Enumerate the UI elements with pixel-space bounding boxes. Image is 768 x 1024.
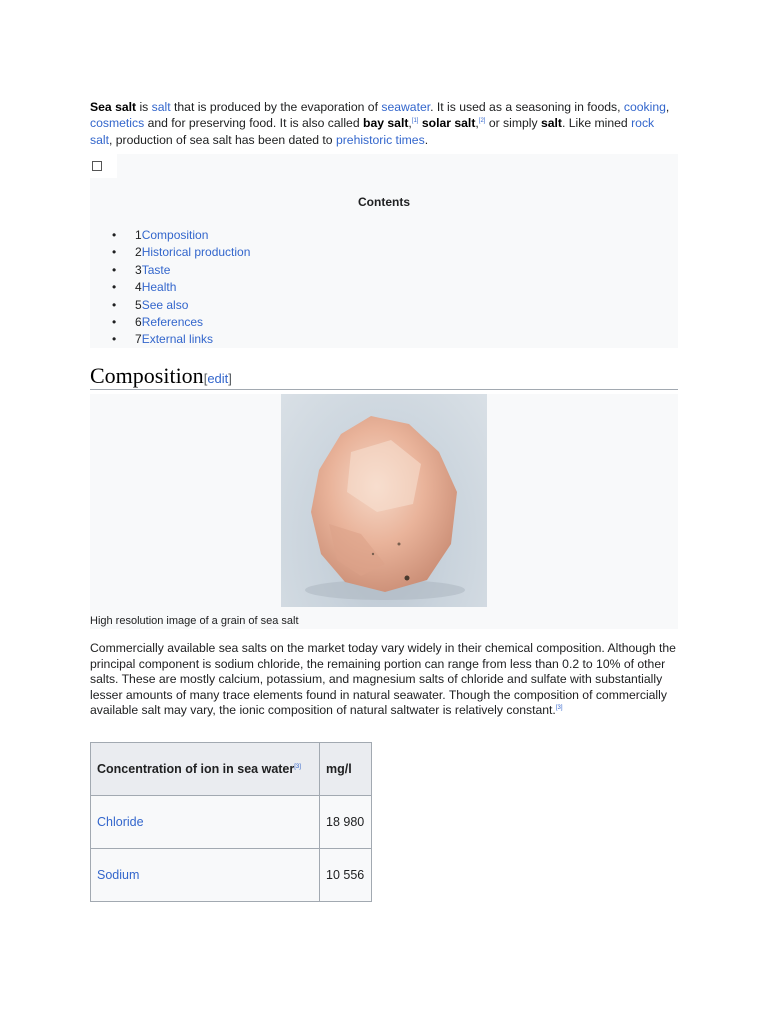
reference-3[interactable]: [3] [294, 763, 301, 770]
sea-salt-grain-image[interactable] [281, 394, 487, 607]
text: is [136, 100, 152, 114]
link-rock-salt[interactable]: rock salt [90, 116, 655, 147]
figure-caption: High resolution image of a grain of sea salt [90, 615, 299, 627]
bracket: [ [203, 371, 208, 386]
reference-2[interactable]: [2] [478, 118, 486, 125]
toc-item[interactable] [112, 331, 250, 348]
link-sodium[interactable]: Sodium [97, 868, 140, 882]
table-cell-ion [91, 796, 320, 849]
toc-number: 4 [135, 280, 142, 295]
header-ion-label: Concentration of ion in sea water [97, 762, 295, 776]
reference-1[interactable]: [1] [411, 118, 419, 125]
link-seawater[interactable]: seawater [381, 100, 431, 114]
composition-paragraph [90, 641, 680, 719]
toc-item[interactable] [112, 314, 250, 331]
link-prehistoric-times[interactable]: prehistoric times [335, 132, 425, 147]
intro-paragraph [90, 99, 678, 148]
link-cosmetics[interactable]: cosmetics [90, 116, 145, 131]
text: , [408, 116, 412, 131]
header-ion [91, 743, 320, 796]
toc-number: 2 [135, 245, 142, 260]
reference-3[interactable]: [3] [555, 705, 563, 712]
toc-link-health[interactable]: Health [141, 280, 177, 295]
toc-number: 1 [135, 228, 142, 242]
toc-number: 7 [135, 332, 142, 347]
term-bay-salt: bay salt [363, 116, 409, 131]
term-sea-salt: Sea salt [90, 100, 137, 114]
toc-link-composition[interactable]: Composition [141, 228, 209, 242]
toc-link-external-links[interactable]: External links [141, 332, 214, 347]
table-header-row [91, 743, 372, 796]
text: , [665, 100, 670, 114]
section-heading-composition [90, 363, 678, 390]
toc-number: 6 [135, 314, 142, 329]
table-cell-value: 18 980 [320, 796, 372, 849]
header-unit: mg/l [320, 743, 372, 796]
table-cell-ion [91, 849, 320, 902]
salt-crystal-illustration [281, 394, 487, 607]
edit-link[interactable]: edit [207, 371, 229, 386]
paragraph-text: Commercially available sea salts on the market today vary widely in their chemical composition. Although the principal component is sodium chloride, the remaining portion can range from less than 0.2 to 10% of other salts. These are mostly calcium, potassium, and magnesium salts of chloride and sulfate with substantially lesser amounts of many trace elements found in natural seawater. Though the composition of commercially available salt may vary, the ionic composition of natural saltwater is relatively constant. [90, 641, 676, 718]
table-of-contents [90, 154, 678, 348]
toc-number: 3 [135, 262, 142, 277]
toc-item[interactable] [112, 262, 250, 279]
section-title: Composition [90, 363, 204, 388]
link-chloride[interactable]: Chloride [97, 815, 144, 829]
text: , [475, 116, 479, 131]
text: . Like mined [562, 116, 632, 131]
link-cooking[interactable]: cooking [623, 100, 666, 114]
toc-item[interactable] [112, 279, 250, 296]
toc-title: Contents [358, 195, 410, 209]
term-solar-salt: solar salt [421, 116, 476, 131]
toc-link-see-also[interactable]: See also [141, 297, 189, 312]
text: , production of sea salt has been dated to [108, 132, 336, 147]
toc-number: 5 [135, 297, 142, 312]
table-row [91, 849, 372, 902]
term-salt: salt [540, 116, 562, 131]
toc-link-historical-production[interactable]: Historical production [141, 245, 251, 260]
figure [90, 394, 678, 629]
toc-item[interactable] [112, 297, 250, 314]
toc-link-taste[interactable]: Taste [141, 262, 171, 277]
toc-toggle[interactable] [90, 154, 117, 178]
text: . It is used as a seasoning in foods, [430, 100, 624, 114]
toc-item[interactable] [112, 227, 250, 244]
text: that is produced by the evaporation of [170, 100, 382, 114]
text: or simply [485, 116, 541, 131]
table-cell-value: 10 556 [320, 849, 372, 902]
text: . [424, 132, 429, 147]
toc-item[interactable] [112, 244, 250, 261]
bracket: ] [228, 371, 232, 386]
checkbox-icon[interactable] [92, 161, 102, 171]
link-salt[interactable]: salt [151, 100, 171, 114]
toc-list [112, 227, 250, 349]
ion-concentration-table [90, 742, 372, 902]
text: and for preserving food. It is also called [144, 116, 364, 131]
edit-section [204, 371, 232, 386]
toc-link-references[interactable]: References [141, 314, 204, 329]
table-row [91, 796, 372, 849]
